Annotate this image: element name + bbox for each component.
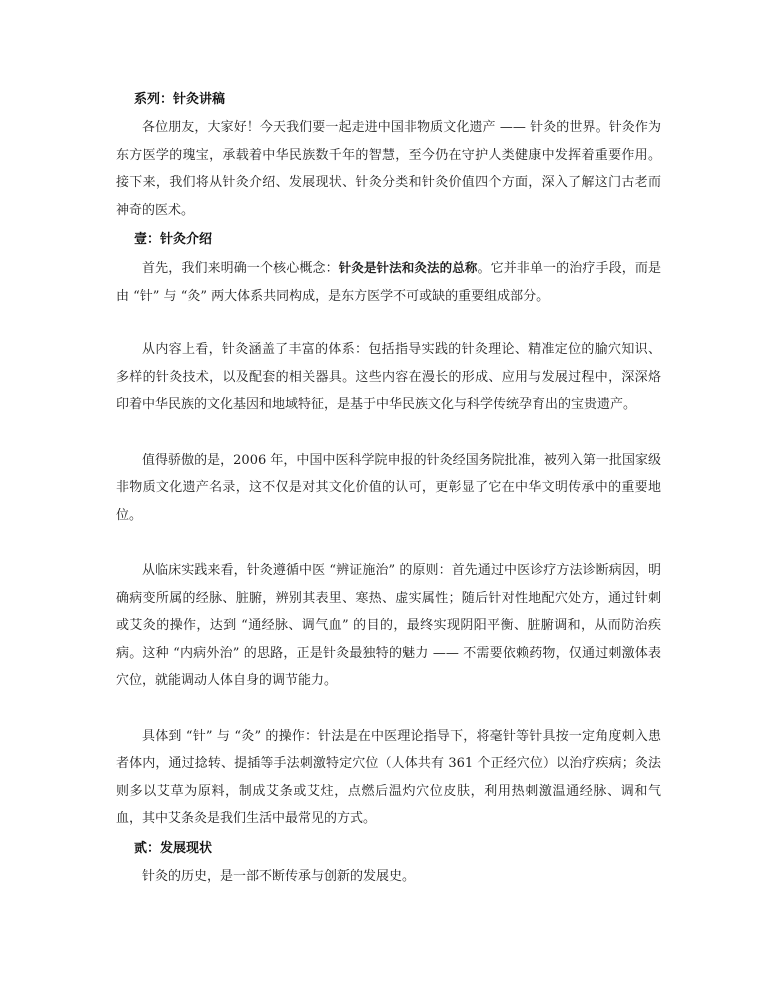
section-heading-development: 贰：发展现状 [134, 840, 213, 856]
series-title: 系列：针灸讲稿 [134, 92, 226, 107]
heritage-paragraph: 值得骄傲的是，2006 年，中国中医科学院申报的针灸经国务院批准，被列入第一批国家级非物质文化遗产名录，这不仅是对其文化价值的认可，更彰显了它在中华文明传承中的重要地位。 [116, 452, 661, 523]
content-system-paragraph: 从内容上看，针灸涵盖了丰富的体系：包括指导实践的针灸理论、精准定位的腧穴知识、多样的针灸技术，以及配套的相关器具。这些内容在漫长的形成、应用与发展过程中，深深烙印着中华民族的文化基因和地域特征，是基于中华民族文化与科学传统孕育出的宝贵遗产。 [116, 342, 661, 412]
operation-paragraph: 具体到 “针” 与 “灸” 的操作：针法是在中医理论指导下，将毫针等针具按一定角度刺入患者体内，通过捻转、提插等手法刺激特定穴位（人体共有 361 个正经穴位）以治疗疾病；灸法则多以艾草为原料，制成艾条或艾炷，点燃后温灼穴位皮肤，利用热刺激温通经脉、调和气血，其中艾条灸是我们生活中最常见的方式。 [116, 728, 661, 826]
core-concept-bold: 针灸是针法和灸法的总称 [338, 260, 478, 275]
concept-text-after: 。它并非单一的治疗手段，而是由 “针” 与 “灸” 两大体系共同构成，是东方医学不可或缺的重要组成部分。 [116, 261, 661, 304]
clinical-practice-paragraph: 从临床实践来看，针灸遵循中医 “辨证施治” 的原则：首先通过中医诊疗方法诊断病因，明确病变所属的经脉、脏腑，辨别其表里、寒热、虚实属性；随后针对性地配穴处方，通过针刺或艾灸的操作，达到 “通经脉、调气血” 的目的，最终实现阴阳平衡、脏腑调和，从而防治疾病。这种 “内病外治” 的思路，正是针灸最独特的魅力 —— 不需要依赖药物，仅通过刺激体表穴位，就能调动人体自身的调节能力。 [116, 563, 661, 688]
concept-paragraph [116, 254, 661, 310]
intro-paragraph: 各位朋友，大家好！今天我们要一起走进中国非物质文化遗产 —— 针灸的世界。针灸作为东方医学的瑰宝，承载着中华民族数千年的智慧，至今仍在守护人类健康中发挥着重要作用。接下来，我们将从针灸介绍、发展现状、针灸分类和针灸价值四个方面，深入了解这门古老而神奇的医术。 [116, 120, 661, 218]
document-page [116, 90, 661, 890]
section-heading-introduction: 壹：针灸介绍 [134, 232, 213, 247]
development-paragraph: 针灸的历史，是一部不断传承与创新的发展史。 [142, 868, 416, 884]
concept-text-before: 首先，我们来明确一个核心概念： [142, 261, 339, 276]
